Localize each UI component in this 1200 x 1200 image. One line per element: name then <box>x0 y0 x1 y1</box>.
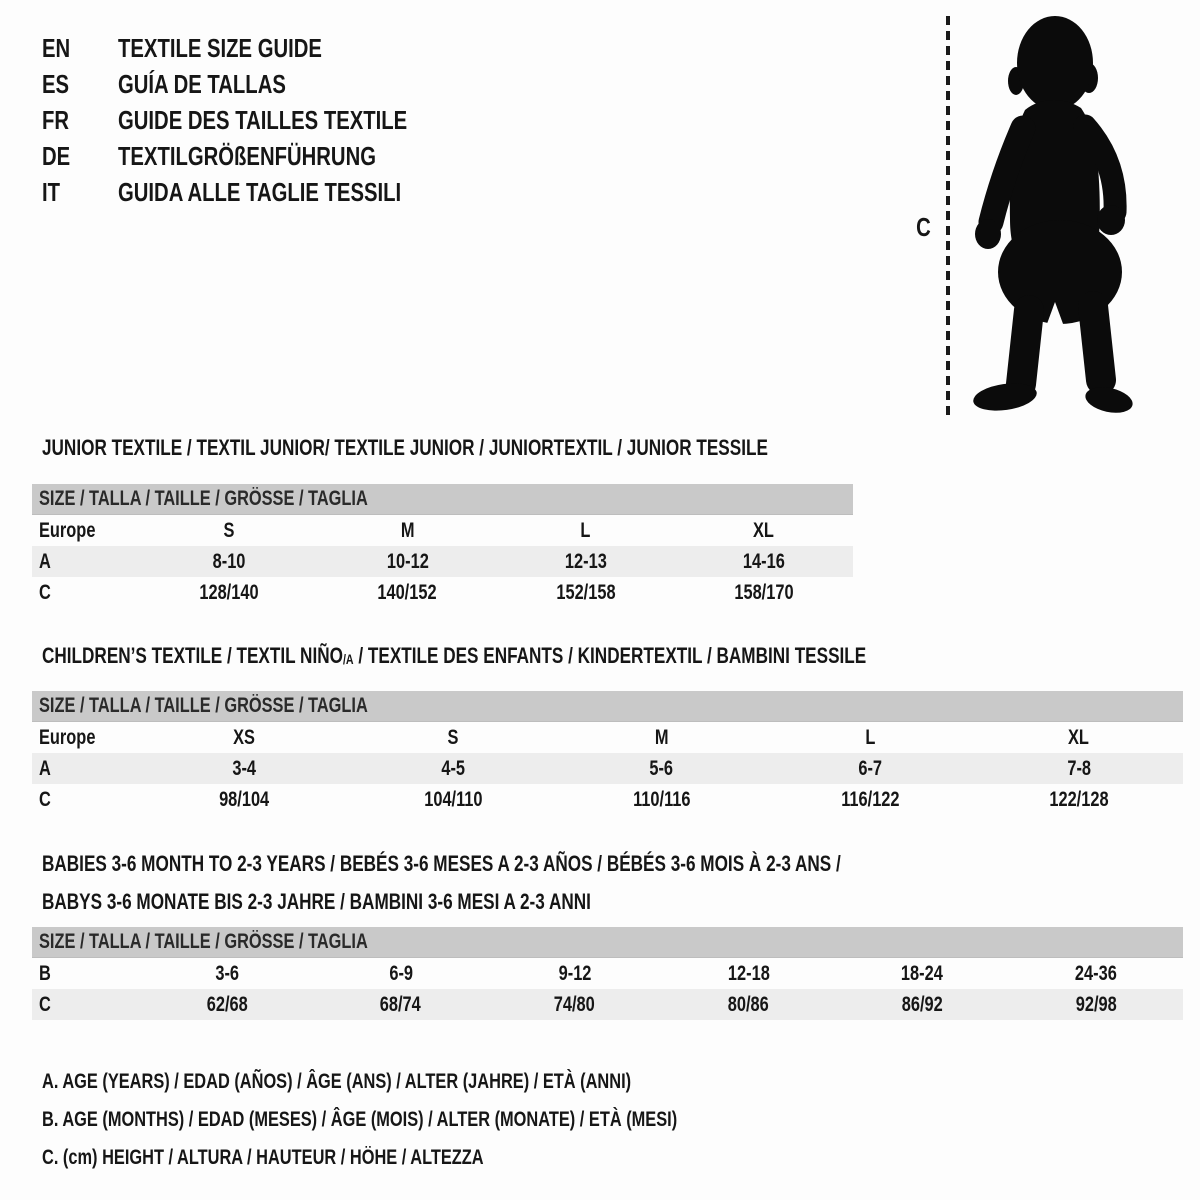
size-header-band: SIZE / TALLA / TAILLE / GRÖSSE / TAGLIA <box>32 691 1183 722</box>
value-cell: 158/170 <box>734 580 794 604</box>
row-label: A <box>39 549 51 573</box>
value-cell: 80/86 <box>727 992 769 1016</box>
value-cell: 62/68 <box>206 992 248 1016</box>
value-cell: 7-8 <box>1066 756 1091 780</box>
table-row-c <box>32 577 853 608</box>
value-cell: 110/116 <box>632 787 691 811</box>
value-cell: 6-9 <box>388 961 413 985</box>
babies-section-title-line2: BABYS 3-6 MONATE BIS 2-3 JAHRE / BAMBINI 3-6 MESI A 2-3 ANNI <box>42 889 591 914</box>
junior-section-title: JUNIOR TEXTILE / TEXTIL JUNIOR/ TEXTILE JUNIOR / JUNIORTEXTIL / JUNIOR TESSILE <box>42 435 768 460</box>
lang-code: EN <box>42 32 71 63</box>
lang-row-es <box>42 66 489 102</box>
value-cell: 128/140 <box>199 580 259 604</box>
size-header-band: SIZE / TALLA / TAILLE / GRÖSSE / TAGLIA <box>32 927 1183 958</box>
lang-code: DE <box>42 140 71 171</box>
value-cell: 3-4 <box>232 756 257 780</box>
value-cell: 18-24 <box>901 961 944 985</box>
value-cell: 12-13 <box>564 549 607 573</box>
value-cell: 9-12 <box>558 961 591 985</box>
value-cell: 3-6 <box>215 961 239 985</box>
row-label: C <box>39 580 51 604</box>
table-row-europe <box>32 515 853 546</box>
table-row-b <box>32 958 1183 989</box>
table-row-a <box>32 546 853 577</box>
lang-title: GUIDA ALLE TAGLIE TESSILI <box>118 176 402 207</box>
legend-line-c: C. (cm) HEIGHT / ALTURA / HAUTEUR / HÖHE / ALTEZZA <box>42 1146 484 1169</box>
size-cell: XS <box>233 725 256 749</box>
value-cell: 116/122 <box>840 787 900 811</box>
size-cell: L <box>580 518 591 542</box>
size-cell: M <box>654 725 669 749</box>
language-title-block <box>42 30 489 210</box>
height-measure-dashed-line <box>946 16 950 416</box>
lang-row-de <box>42 138 489 174</box>
value-cell: 8-10 <box>212 549 246 573</box>
children-size-table <box>32 691 1183 815</box>
size-cell: XL <box>753 518 775 542</box>
children-section-title: CHILDREN’S TEXTILE / TEXTIL NIÑO/A / TEXTILE DES ENFANTS / KINDERTEXTIL / BAMBINI TESSILE <box>42 643 867 668</box>
value-cell: 140/152 <box>377 580 437 604</box>
value-cell: 10-12 <box>386 549 429 573</box>
lang-title: GUÍA DE TALLAS <box>118 68 286 99</box>
legend-line-a: A. AGE (YEARS) / EDAD (AÑOS) / ÂGE (ANS) / ALTER (JAHRE) / ETÀ (ANNI) <box>42 1070 632 1093</box>
babies-section-title-line1: BABIES 3-6 MONTH TO 2-3 YEARS / BEBÉS 3-6 MESES A 2-3 AÑOS / BÉBÉS 3-6 MOIS À 2-3 ANS / <box>42 851 841 876</box>
height-measure-label: C <box>916 212 931 242</box>
table-row-c <box>32 784 1183 815</box>
lang-row-it <box>42 174 489 210</box>
lang-code: ES <box>42 68 70 99</box>
babies-size-table <box>32 927 1183 1020</box>
size-header-band: SIZE / TALLA / TAILLE / GRÖSSE / TAGLIA <box>32 484 853 515</box>
lang-code: FR <box>42 104 70 135</box>
nino-a-subscript: /A <box>342 652 354 667</box>
value-cell: 86/92 <box>901 992 943 1016</box>
lang-title: TEXTILE SIZE GUIDE <box>118 32 322 63</box>
row-label: Europe <box>39 725 96 749</box>
value-cell: 98/104 <box>219 787 270 811</box>
value-cell: 122/128 <box>1049 787 1109 811</box>
value-cell: 4-5 <box>441 756 465 780</box>
lang-title: TEXTILGRÖßENFÜHRUNG <box>118 140 376 171</box>
table-row-europe <box>32 722 1183 753</box>
size-cell: S <box>447 725 459 749</box>
value-cell: 104/110 <box>423 787 483 811</box>
legend-line-b: B. AGE (MONTHS) / EDAD (MESES) / ÂGE (MOIS) / ALTER (MONATE) / ETÀ (MESI) <box>42 1108 678 1131</box>
row-label: C <box>39 787 51 811</box>
value-cell: 12-18 <box>727 961 770 985</box>
junior-size-table <box>32 484 853 608</box>
table-row-a <box>32 753 1183 784</box>
size-cell: L <box>865 725 876 749</box>
value-cell: 68/74 <box>380 992 422 1016</box>
value-cell: 6-7 <box>858 756 882 780</box>
value-cell: 152/158 <box>556 580 616 604</box>
row-label: B <box>39 961 51 985</box>
value-cell: 74/80 <box>554 992 596 1016</box>
row-label: Europe <box>39 518 96 542</box>
value-cell: 14-16 <box>742 549 785 573</box>
value-cell: 5-6 <box>649 756 674 780</box>
value-cell: 24-36 <box>1075 961 1118 985</box>
value-cell: 92/98 <box>1075 992 1117 1016</box>
size-cell: XL <box>1068 725 1090 749</box>
table-row-c <box>32 989 1183 1020</box>
size-cell: S <box>223 518 235 542</box>
row-label: C <box>39 992 51 1016</box>
toddler-silhouette-image <box>963 14 1135 418</box>
lang-row-fr <box>42 102 489 138</box>
row-label: A <box>39 756 51 780</box>
lang-row-en <box>42 30 489 66</box>
lang-code: IT <box>42 176 61 207</box>
size-cell: M <box>400 518 415 542</box>
lang-title: GUIDE DES TAILLES TEXTILE <box>118 104 408 135</box>
